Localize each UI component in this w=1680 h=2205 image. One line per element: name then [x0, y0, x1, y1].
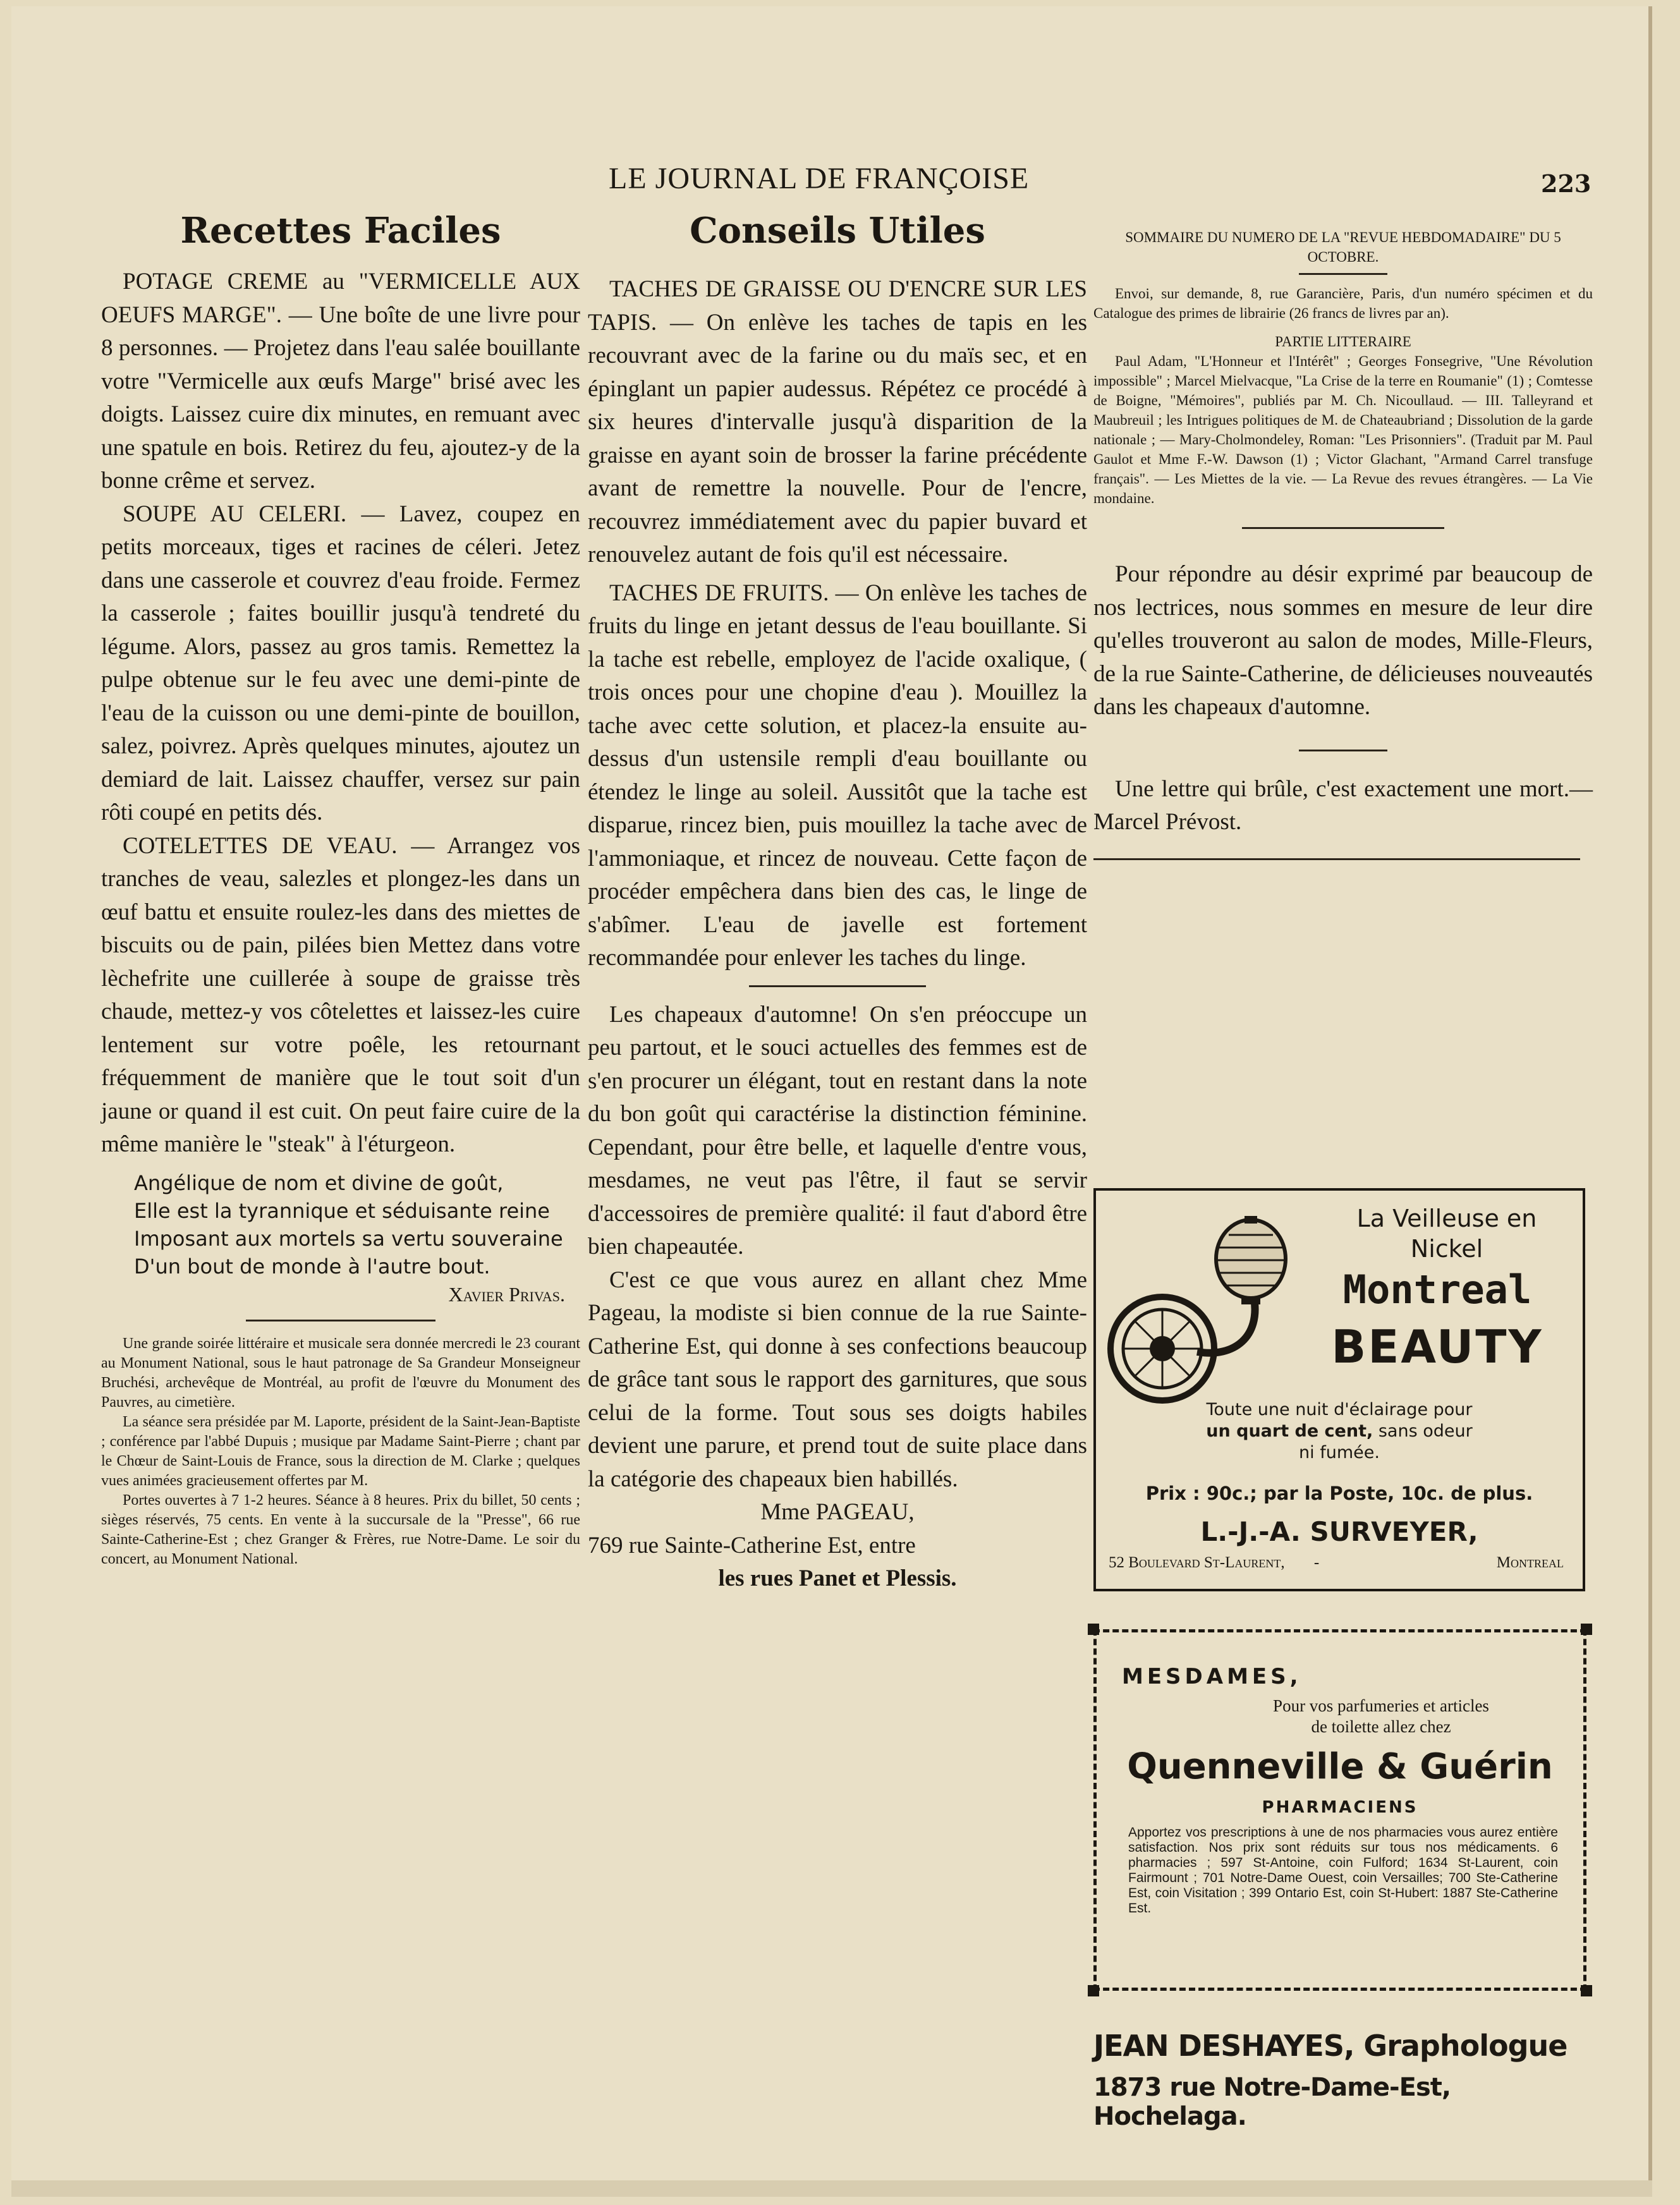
divider [1242, 527, 1444, 529]
journal-title: LE JOURNAL DE FRANÇOISE [609, 162, 1030, 195]
poem-author: Xavier Privas. [448, 1282, 565, 1306]
ad2-line2: de toilette allez chez [1311, 1717, 1451, 1736]
page-gutter [1648, 6, 1652, 2197]
column-sommaire [1093, 228, 1593, 860]
column-recettes [101, 210, 580, 1569]
heading-conseils: Conseils Utiles [690, 210, 985, 252]
partie-litteraire: PARTIE LITTERAIRE [1275, 334, 1411, 349]
column-conseils [588, 210, 1087, 1596]
poem-line: D'un bout de monde à l'autre bout. [134, 1254, 490, 1279]
quote-prevost: Une lettre qui brûle, c'est exactement une mort.—Marcel Prévost. [1093, 775, 1593, 835]
corner-ornament [1088, 1985, 1099, 1996]
ad3-line2: 1873 rue Notre-Dame-Est, Hochelaga. [1093, 2073, 1451, 2131]
ad2-text: Apportez vos prescriptions à une de nos pharmacies vous aurez entière satisfaction. Nos prix sont réduits sur tous nos médicaments. 6 pharmacies ; 597 St-Antoine, coin Fulford; 1634 St-Laurent, coin Fairmount ; 701 Notre-Dame Ouest, coin Versailles; 700 Ste-Catherine Est, coin Visitation ; 399 Ontario Est, coin St-Hubert: 1887 Ste-Catherine Est. [1128, 1825, 1558, 1916]
divider [749, 985, 926, 987]
sommaire-title: SOMMAIRE DU NUMERO DE LA "REVUE HEBDOMADAIRE" DU 5 OCTOBRE. [1125, 229, 1561, 265]
ad2-subtitle: PHARMACIENS [1262, 1798, 1418, 1817]
ad1-price: Prix : 90c.; par la Poste, 10c. de plus. [1145, 1483, 1533, 1504]
article-mille-fleurs: Pour répondre au désir exprimé par beaucoup de nos lectrices, nous sommes en mesure de leur dire qu'elles trouveront au salon de modes, Mille-Fleurs, de la rue Sainte-Catherine, de délicieuses nouveautés dans les chapeaux d'automne. [1093, 561, 1593, 720]
notice-portes: Portes ouvertes à 7 1-2 heures. Séance à 8 heures. Prix du billet, 50 cents ; sièges réservés, 75 cents. En vente à la succursale de la "Presse", 66 rue Sainte-Catherine-Est ; chez Granger & Frères, rue Notre-Dame. Le soir du concert, au Monument National. [101, 1491, 580, 1567]
article-pageau: C'est ce que vous aurez en allant chez Mme Pageau, la modiste si bien connue de la rue Sainte-Catherine Est, qui donne à ses confections beaucoup de grâce tant sous le rapport des garnitures, que sous celui de la forme. Tout sous ses doigts habiles devient une parure, et prend tout de suite place dans la catégorie des chapeaux bien habillés. [588, 1267, 1087, 1492]
ad1-desc-2: un quart de cent, [1206, 1421, 1373, 1441]
ad1-line1: La Veilleuse en [1356, 1205, 1537, 1232]
ad1-dash: - [1313, 1554, 1320, 1571]
corner-ornament [1581, 1624, 1592, 1635]
ad3-line1: JEAN DESHAYES, Graphologue [1093, 2029, 1567, 2063]
ad-quenneville-guerin [1093, 1629, 1586, 1991]
ad1-desc-3: sans odeur [1373, 1421, 1473, 1441]
divider [246, 1320, 435, 1321]
ad1-desc-1: Toute une nuit d'éclairage pour [1206, 1400, 1473, 1419]
ad1-title [1324, 1203, 1570, 1264]
corner-ornament [1581, 1985, 1592, 1996]
partie-text: Paul Adam, "L'Honneur et l'Intérêt" ; Georges Fonsegrive, "Une Révolution impossible" ; Marcel Mielvacque, "La Crise de la terre en Roumanie" (1) ; Comtesse de Boigne, "Mémoires", publiés par M. Ch. Nicoullaud. — III. Talleyrand et Maubreuil ; les Intrigues politiques de M. de Chateaubriand ; Dissolution de la garde nationale ; — Mary-Cholmondeley, Roman: "Les Prisonniers". (Traduit par M. Paul Gaulot et Mme F.-W. Dawson (1) ; Victor Glachant, "Armand Carrel transfuge français". — Les Miettes de la vie. — La Revue des revues étrangères. — La Vie mondaine. [1093, 353, 1593, 506]
poem-line: Angélique de nom et divine de goût, [134, 1170, 504, 1195]
ad1-line2: Nickel [1410, 1235, 1483, 1263]
poem [101, 1169, 580, 1308]
signature-address-2: les rues Panet et Plessis. [718, 1565, 957, 1591]
signature-name: Mme PAGEAU, [760, 1499, 915, 1525]
conseil-fruits: TACHES DE FRUITS. — On enlève les taches de fruits du linge en jetant dessus de l'eau bouillante. Si la tache est rebelle, employez de l'acide oxalique, ( trois onces pour une chopine d'eau ). Mouillez la tache avec cette solution, et placez-la ensuite au-dessus d'un ustensile rempli d'eau bouillante ou étendez le linge au soleil. Aussitôt que la tache est disparue, rincez bien, puis mouillez la tache avec de l'ammoniaque, et rincez de nouveau. Cette façon de procéder empêchera dans bien des cas, le linge de s'abîmer. L'eau de javelle est fortement recommandée pour enlever les taches du linge. [588, 580, 1087, 971]
poem-line: Imposant aux mortels sa vertu souveraine [134, 1226, 563, 1251]
ad1-brand-montreal: Montreal [1342, 1267, 1532, 1313]
page-number: 223 [1541, 169, 1592, 198]
newspaper-page [11, 6, 1652, 2197]
article-chapeaux: Les chapeaux d'automne! On s'en préoccupe un peu partout, et le souci actuelles des femmes est de s'en procurer un élégant, tout en restant dans la note du bon goût qui caractérise la distinction féminine. Cependant, pour être belle, et laquelle d'entre vous, mesdames, ne veut pas l'être, il faut se servir d'accessoires de première qualité: il faut d'abord être bien chapeautée. [588, 1001, 1087, 1260]
notice-soiree: Une grande soirée littéraire et musicale sera donnée mercredi le 23 courant au Monument National, sous le haut patronage de Sa Grandeur Monseigneur Bruchési, archevêque de Montréal, au profit de l'œuvre du Monument des Pauvres, au cimetière. [101, 1335, 580, 1411]
ad1-desc [1121, 1399, 1557, 1464]
ad1-desc-4: ni fumée. [1299, 1443, 1380, 1462]
ad2-brand: Quenneville & Guérin [1127, 1746, 1553, 1787]
poem-line: Elle est la tyrannique et séduisante reine [134, 1198, 550, 1223]
ad1-vendor: L.-J.-A. SURVEYER, [1200, 1516, 1478, 1547]
sommaire-envoi: Envoi, sur demande, 8, rue Garancière, Paris, d'un numéro spécimen et du Catalogue des primes de librairie (26 francs de livres par an). [1093, 286, 1593, 321]
lamp-icon [1102, 1210, 1292, 1406]
recipe-cotelettes: COTELETTES DE VEAU. — Arrangez vos tranches de veau, salezles et plongez-les dans un œuf battu et ensuite roulez-les dans des miettes de biscuits ou de pain, pilées bien Mettez dans votre lèchefrite une cuillerée à soupe de graisse très chaude, mettez-y vos côtelettes et laissez-les cuire lentement sur votre poêle, les retournant fréquemment de manière que le tout soit d'un jaune or quand il est cuit. On peut faire cuire de la même manière le "steak" à l'éturgeon. [101, 832, 580, 1157]
signature-address: 769 rue Sainte-Catherine Est, entre [588, 1532, 916, 1558]
recipe-soupe: SOUPE AU CELERI. — Lavez, coupez en petits morceaux, tiges et racines de céleri. Jetez dans une casserole et couvrez d'eau froide. Fermez la casserole ; faites bouillir jusqu'à tendreté du légume. Alors, passez au gros tamis. Remettez la pulpe obtenue sur le feu avec une demi-pinte de l'eau de la cuisson ou une demi-pinte de bouillon, salez, poivrez. Après quelques minutes, ajoutez un demiard de lait. Laissez chauffer, versez sur pain rôti coupé en petits dés. [101, 501, 580, 825]
ad-montreal-beauty [1093, 1188, 1585, 1591]
ad2-mesdames: MESDAMES, [1122, 1664, 1302, 1689]
conseil-graisse: TACHES DE GRAISSE OU D'ENCRE SUR LES TAPIS. — On enlève les taches de tapis en les recouvrant avec de la farine ou du maïs sec, et en épinglant un papier audessus. Répétez ce procédé à six heures d'intervalle jusqu'à disparition de la graisse en ayant soin de brosser la farine précédente avant de remettre la nouvelle. Pour de l'encre, recouvrez immédiatement avec du papier buvard et renouvelez autant de fois qu'il est nécessaire. [588, 276, 1087, 568]
ad1-address-row [1109, 1554, 1570, 1572]
divider [1299, 750, 1387, 751]
ad1-brand-beauty: BEAUTY [1331, 1320, 1543, 1373]
ad2-intro [1198, 1696, 1564, 1737]
corner-ornament [1088, 1624, 1099, 1635]
ad1-address: 52 Boulevard St-Laurent, [1109, 1554, 1285, 1571]
divider [1299, 273, 1387, 275]
notice-seance: La séance sera présidée par M. Laporte, président de la Saint-Jean-Baptiste ; conférence par l'abbé Dupuis ; musique par Madame Saint-Pierre ; chant par le Chœur de Saint-Louis de France, sous la direction de M. Clarke ; quelques vues animées gracieusement offertes par M. [101, 1413, 580, 1489]
page-bottom-edge [11, 2180, 1652, 2197]
ad1-city: Montreal [1496, 1554, 1564, 1571]
recipe-potage: POTAGE CREME au "VERMICELLE AUX OEUFS MARGE". — Une boîte de une livre pour 8 personnes. — Projetez dans l'eau salée bouillante votre "Vermicelle aux œufs Marge" brisé avec les doigts. Laissez cuire dix minutes, en remuant avec une spatule en bois. Retirez du feu, ajoutez-y de la bonne crême et servez. [101, 269, 580, 494]
ad2-line1: Pour vos parfumeries et articles [1273, 1696, 1489, 1715]
divider [1093, 858, 1580, 860]
heading-recettes: Recettes Faciles [180, 210, 501, 252]
